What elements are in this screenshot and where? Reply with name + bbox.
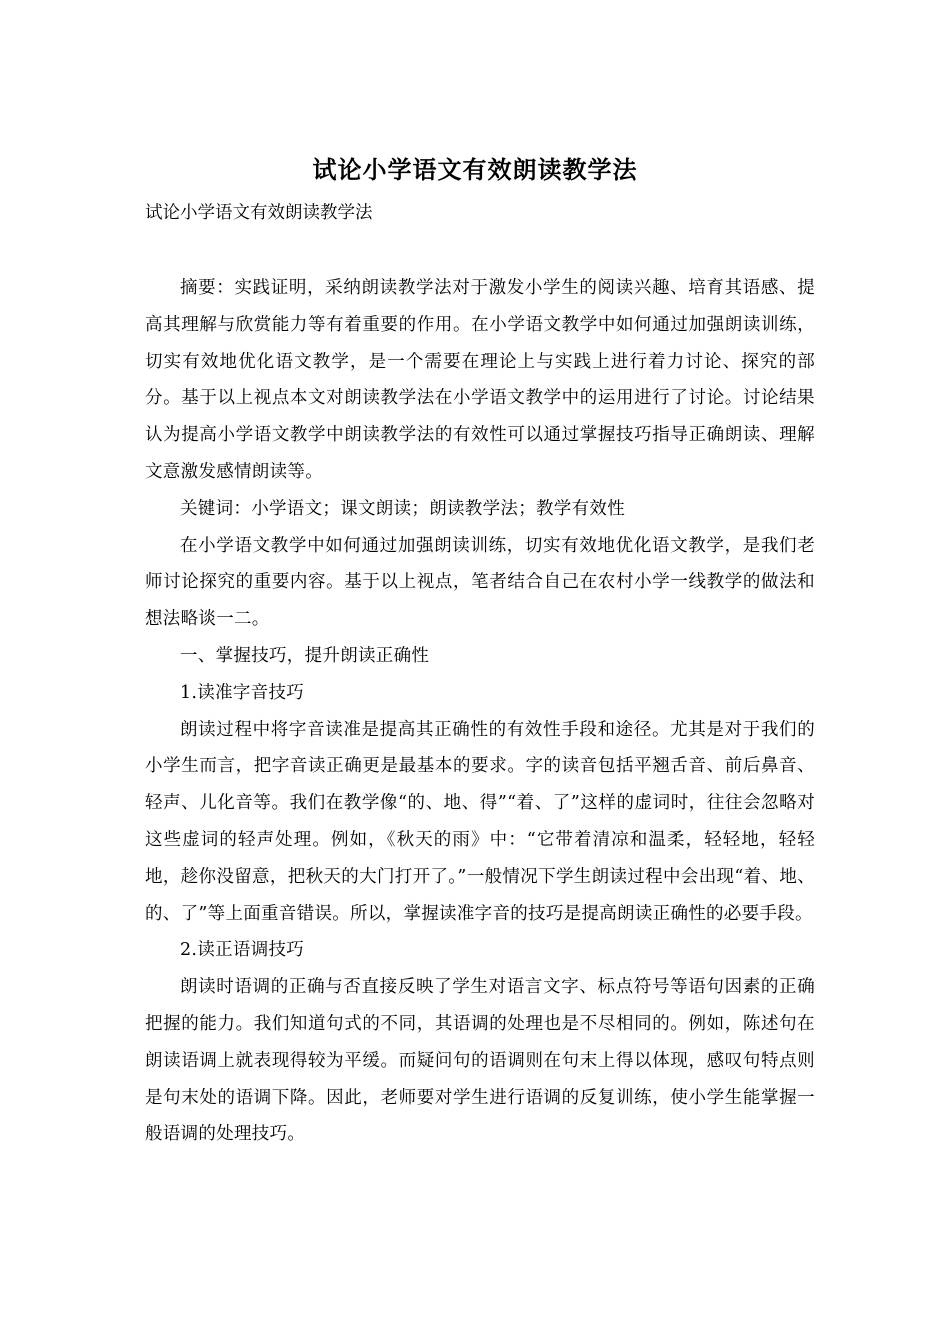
abstract-paragraph: 摘要：实践证明，采纳朗读教学法对于激发小学生的阅读兴趣、培育其语感、提高其理解与欣赏能力等有着重要的作用。在小学语文教学中如何通过加强朗读训练，切实有效地优化语文教学，是一个需要在理论上与实践上进行着力讨论、探究的部分。基于以上视点本文对朗读教学法在小学语文教学中的运用进行了讨论。讨论结果认为提高小学语文教学中朗读教学法的有效性可以通过掌握技巧指导正确朗读、理解文意激发感情朗读等。 — [145, 278, 815, 482]
keywords-paragraph: 关键词：小学语文；课文朗读；朗读教学法；教学有效性 — [180, 498, 625, 519]
subsection-heading-1-2: 2.读正语调技巧 — [180, 940, 305, 961]
body-paragraph-pronunciation: 朗读过程中将字音读准是提高其正确性的有效性手段和途径。尤其是对于我们的小学生而言，把字音读正确更是最基本的要求。字的读音包括平翘舌音、前后鼻音、轻声、儿化音等。我们在教学像“的、地、得”“着、了”这样的虚词时，往往会忽略对这些虚词的轻声处理。例如，《秋天的雨》中：“它带着清凉和温柔，轻轻地，轻轻地，趁你没留意，把秋天的大门打开了。”一般情况下学生朗读过程中会出现“着、地、的、了”等上面重音错误。所以，掌握读准字音的技巧是提高朗读正确性的必要手段。 — [145, 719, 815, 924]
document-body — [145, 270, 815, 1153]
section-heading-1: 一、掌握技巧，提升朗读正确性 — [180, 645, 430, 666]
document-subtitle: 试论小学语文有效朗读教学法 — [145, 203, 373, 223]
subsection-heading-1-1: 1.读准字音技巧 — [180, 682, 305, 703]
intro-paragraph: 在小学语文教学中如何通过加强朗读训练，切实有效地优化语文教学，是我们老师讨论探究的重要内容。基于以上视点，笔者结合自己在农村小学一线教学的做法和想法略谈一二。 — [145, 535, 815, 630]
document-title: 试论小学语文有效朗读教学法 — [312, 155, 638, 184]
body-paragraph-intonation: 朗读时语调的正确与否直接反映了学生对语言文字、标点符号等语句因素的正确把握的能力。我们知道句式的不同，其语调的处理也是不尽相同的。例如，陈述句在朗读语调上就表现得较为平缓。而疑问句的语调则在句末上得以体现，感叹句特点则是句末处的语调下降。因此，老师要对学生进行语调的反复训练，使小学生能掌握一般语调的处理技巧。 — [145, 977, 815, 1145]
